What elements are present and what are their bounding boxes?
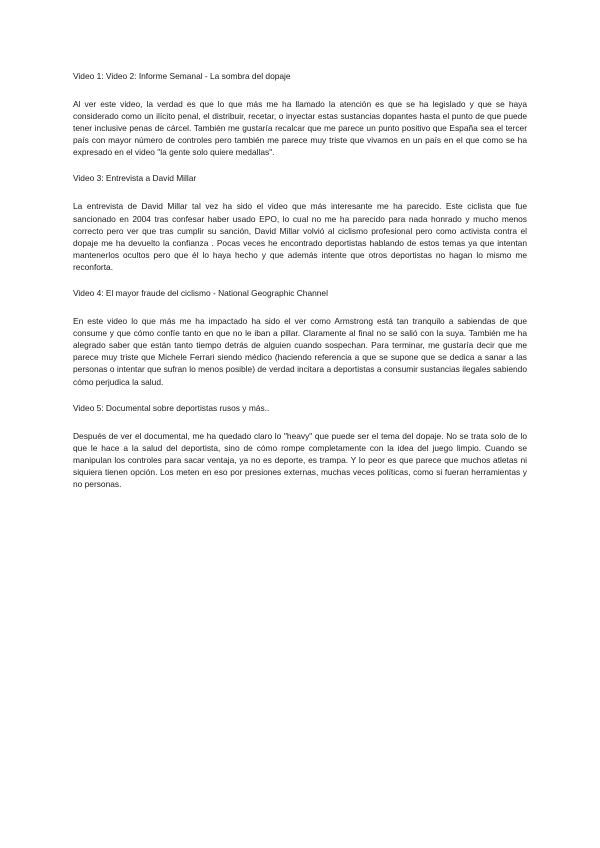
section-heading-video-5: Video 5: Documental sobre deportistas rusos y más.. [73, 402, 270, 413]
section-heading-video-1: Video 1: Video 2: Informe Semanal - La sombra del dopaje [73, 71, 291, 81]
section-heading-video-3: Video 3: Entrevista a David Millar [73, 173, 197, 184]
document-page [73, 70, 527, 504]
section-paragraph-video-3: La entrevista de David Millar tal vez ha sido el video que más interesante me ha parecido. Este ciclista que fue sancionado en 2004 tras confesar haber usado EPO, lo cual no me ha parecido para nada honrado y mucho menos correcto pero ver que tras cumplir su sanción, David Millar volvió al ciclismo profesional pero como activista contra el dopaje me ha devuelto la confianza . Pocas veces he encontrado deportistas hablando de estos temas ya que intentan mantenerlos ocultos pero que él lo haya hecho y que además intente que otros deportistas no hagan lo mismo me reconforta. [73, 201, 527, 272]
section-heading-video-4: Video 4: El mayor fraude del ciclismo - National Geographic Channel [73, 288, 328, 299]
section-paragraph-video-4: En este video lo que más me ha impactado ha sido el ver como Armstrong está tan tranquilo a sabiendas de que consume y que cómo confíe tanto en que no le iban a pillar. Claramente al final no se salió con la suya. También me ha alegrado saber que están tanto tiempo detrás de alguien cuando sospechan. Para terminar, me gustaría decir que me parece muy triste que Michele Ferrari siendo médico (haciendo referencia a que se supone que se dedica a sanar a las personas o intentar que sufran lo menos posible) de verdad incitara a deportistas a consumir sustancias ilegales sabiendo cómo perjudica la salud. [73, 316, 527, 387]
section-paragraph-video-5: Después de ver el documental, me ha quedado claro lo "heavy" que puede ser el tema del dopaje. No se trata solo de lo que le hace a la salud del deportista, sino de cómo rompe completamente con la idea del juego limpio. Cuando se manipulan los controles para sacar ventaja, ya no es deporte, es trampa. Y lo peor es que parece que muchos atletas ni siquiera tienen opción. Los meten en eso por presiones externas, muchas veces políticas, como si fueran herramientas y no personas. [73, 430, 527, 489]
section-paragraph-video-1: Al ver este video, la verdad es que lo que más me ha llamado la atención es que se ha legislado y que se haya considerado como un ilícito penal, el distribuir, recetar, o inyectar estas sustancias dopantes hasta el punto de que puede tener inclusive penas de cárcel. También me gustaría recalcar que me parece un punto positivo que España sea el tercer país con mayor número de controles pero también me parece muy triste que vivamos en un país en el que como se ha expresado en el video "la gente solo quiere medallas". [73, 99, 527, 158]
